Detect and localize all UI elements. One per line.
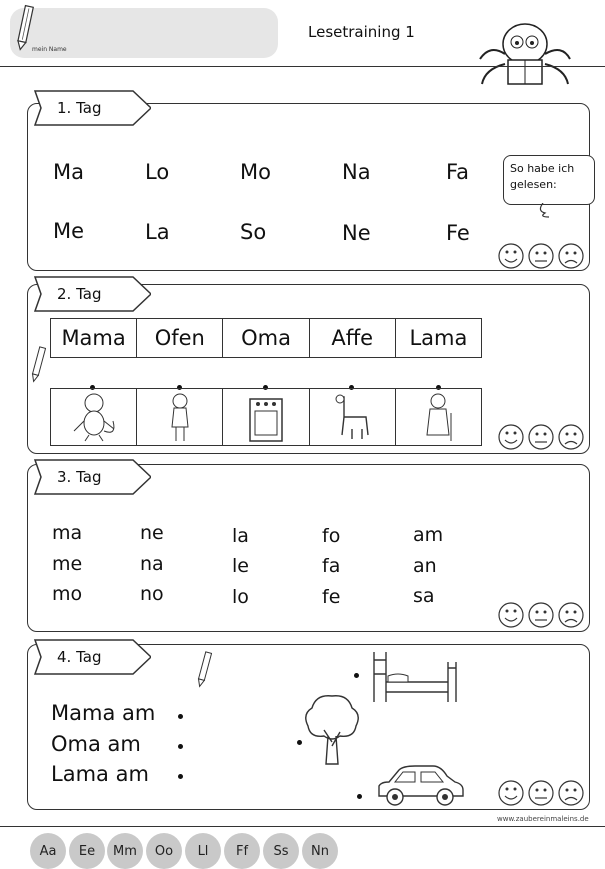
letter-badge: Ff (224, 833, 260, 869)
name-label: mein Name (32, 46, 67, 53)
syllable: no (140, 583, 164, 605)
connect-dot[interactable] (354, 673, 359, 678)
letter-badge: Aa (30, 833, 66, 869)
syllable: La (145, 220, 170, 244)
syllable: sa (413, 585, 435, 607)
syllable: na (140, 553, 164, 575)
pencil-icon (196, 650, 212, 690)
connect-dot[interactable] (178, 774, 183, 779)
grandma-icon (396, 389, 481, 445)
letter-badge: Nn (302, 833, 338, 869)
syllable: Mo (240, 160, 271, 184)
connect-dot[interactable] (178, 714, 183, 719)
syllable: la (232, 525, 249, 547)
syllable: fe (322, 586, 341, 608)
day1-tag: 1. Tag (57, 99, 102, 117)
letter-badge: Mm (107, 833, 143, 869)
car-icon (375, 762, 465, 808)
rating-faces-day2[interactable] (497, 423, 589, 451)
tree-icon (302, 692, 362, 768)
rating-faces-day1[interactable] (497, 242, 589, 270)
bubble-tail-icon (535, 203, 555, 219)
day2-tag: 2. Tag (57, 285, 102, 303)
word-table (50, 318, 482, 358)
syllable: Fa (446, 160, 470, 184)
header-divider (0, 66, 605, 67)
syllable: Fe (446, 221, 470, 245)
picture-table (50, 388, 482, 446)
syllable: lo (232, 586, 249, 608)
letter-badge: Ee (69, 833, 105, 869)
pencil-icon (12, 2, 38, 52)
rating-faces-day3[interactable] (497, 601, 589, 629)
pencil-icon (30, 345, 46, 385)
word-cell: Mama (51, 319, 137, 357)
day3-tag: 3. Tag (57, 468, 102, 486)
word-cell: Oma (223, 319, 309, 357)
day4-tag: 4. Tag (57, 648, 102, 666)
word-cell: Ofen (137, 319, 223, 357)
sentence: Mama am (51, 701, 156, 725)
reading-bug-icon (470, 14, 580, 94)
oven-icon (223, 389, 309, 445)
page-title: Lesetraining 1 (308, 23, 415, 41)
bed-icon (368, 650, 460, 705)
syllable: fa (322, 555, 341, 577)
syllable: me (52, 553, 83, 575)
sentence: Oma am (51, 732, 141, 756)
syllable: le (232, 555, 249, 577)
rating-speech-bubble: So habe ich gelesen: (503, 155, 595, 205)
letter-badge: Ss (263, 833, 299, 869)
word-cell: Affe (310, 319, 396, 357)
syllable: Lo (145, 160, 170, 184)
footer-divider (0, 826, 605, 827)
syllable: Me (53, 219, 85, 243)
llama-icon (310, 389, 396, 445)
girl-icon (137, 389, 223, 445)
connect-dot[interactable] (178, 744, 183, 749)
sentence: Lama am (51, 762, 149, 786)
connect-dot[interactable] (357, 794, 362, 799)
syllable: fo (322, 525, 341, 547)
syllable: am (413, 524, 444, 546)
syllable: Na (342, 160, 371, 184)
syllable: ne (140, 522, 164, 544)
source-url: www.zaubereinmaleins.de (497, 815, 589, 823)
rating-faces-day4[interactable] (497, 778, 589, 808)
syllable: So (240, 220, 267, 244)
letter-badge: Ll (185, 833, 221, 869)
syllable: ma (52, 522, 83, 544)
word-cell: Lama (409, 326, 468, 350)
letter-badge: Oo (146, 833, 182, 869)
syllable: Ne (342, 221, 371, 245)
syllable: mo (52, 583, 83, 605)
syllable: an (413, 555, 437, 577)
syllable: Ma (53, 160, 84, 184)
monkey-icon (51, 389, 137, 445)
